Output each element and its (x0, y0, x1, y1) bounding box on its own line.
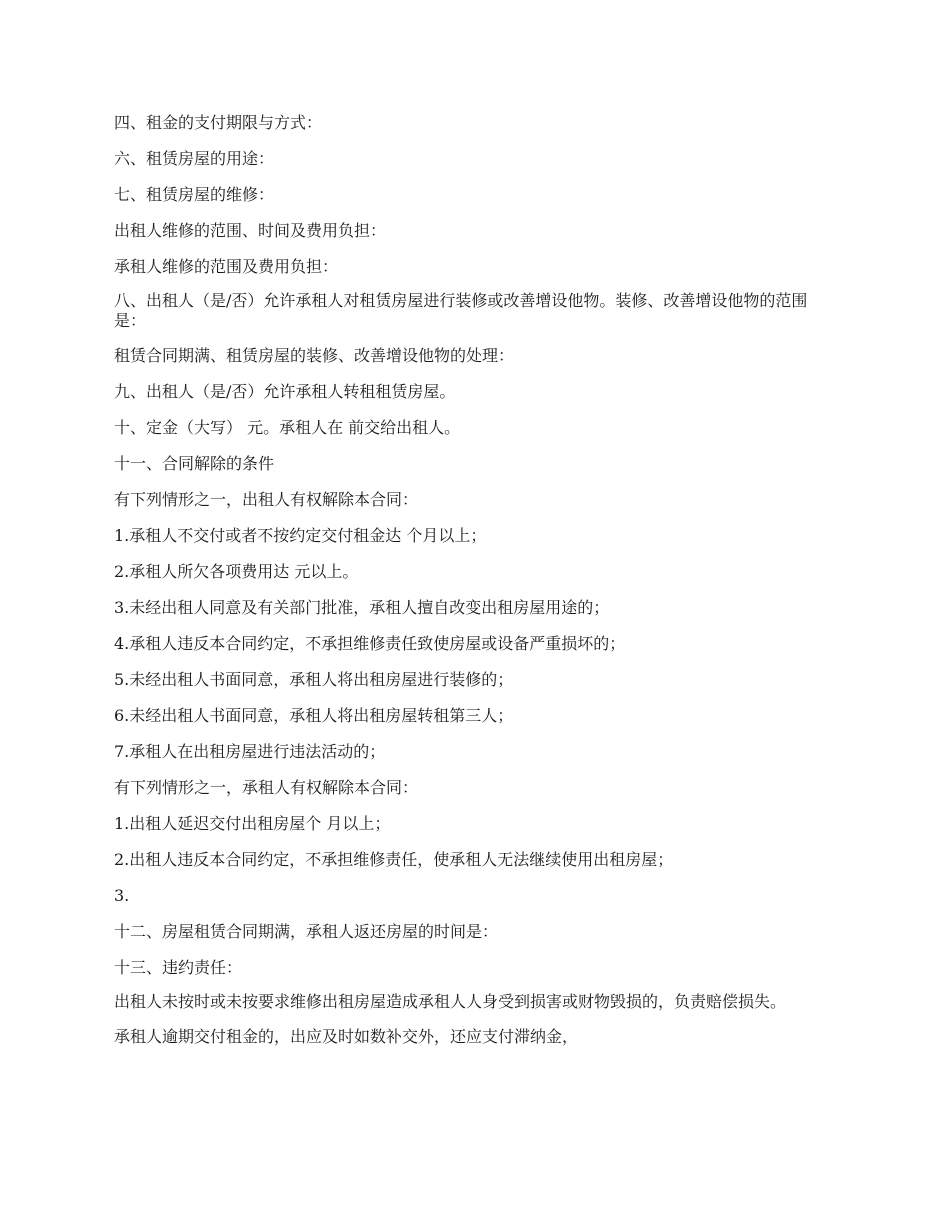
list-item: 3.未经出租人同意及有关部门批准，承租人擅自改变出租房屋用途的； (114, 598, 610, 617)
paragraph-liability-heading: 十三、违约责任： (114, 958, 243, 977)
list-item: 1.出租人延迟交付出租房屋个 月以上； (114, 814, 391, 833)
list-item: 5.未经出租人书面同意，承租人将出租房屋进行装修的； (114, 670, 514, 689)
paragraph-expiry-renovation: 租赁合同期满、租赁房屋的装修、改善增设他物的处理： (114, 346, 515, 365)
paragraph-maintenance: 七、租赁房屋的维修： (114, 185, 275, 204)
list-item: 7.承租人在出租房屋进行违法活动的； (114, 742, 386, 761)
list-item: 2.出租人违反本合同约定，不承担维修责任，使承租人无法继续使用出租房屋； (114, 850, 674, 869)
list-item: 1.承租人不交付或者不按约定交付租金达 个月以上； (114, 526, 487, 545)
list-item: 2.承租人所欠各项费用达 元以上。 (114, 562, 359, 581)
paragraph-lessor-liability: 出租人未按时或未按要求维修出租房屋造成承租人人身受到损害或财物毁损的，负责赔偿损失。 (114, 992, 787, 1011)
paragraph-usage: 六、租赁房屋的用途： (114, 149, 275, 168)
paragraph-lessor-maintenance: 出租人维修的范围、时间及费用负担： (114, 221, 387, 240)
paragraph-lessee-termination: 有下列情形之一，承租人有权解除本合同： (114, 778, 419, 797)
paragraph-lessee-maintenance: 承租人维修的范围及费用负担： (114, 257, 339, 276)
paragraph-late-payment: 承租人逾期交付租金的，出应及时如数补交外，还应支付滞纳金， (114, 1027, 579, 1046)
list-item: 4.承租人违反本合同约定，不承担维修责任致使房屋或设备严重损坏的； (114, 634, 626, 653)
paragraph-deposit: 十、定金（大写） 元。承租人在 前交给出租人。 (114, 418, 461, 437)
document-body (114, 111, 834, 1061)
paragraph-renovation: 八、出租人（是/否）允许承租人对租赁房屋进行装修或改善增设他物。装修、改善增设他物的范围是： (114, 291, 808, 330)
paragraph-sublease: 九、出租人（是/否）允许承租人转租租赁房屋。 (114, 382, 456, 401)
paragraph-payment-terms: 四、租金的支付期限与方式： (114, 113, 323, 132)
list-item: 3. (114, 886, 130, 905)
paragraph-return-time: 十二、房屋租赁合同期满，承租人返还房屋的时间是： (114, 922, 499, 941)
list-item: 6.未经出租人书面同意，承租人将出租房屋转租第三人； (114, 706, 514, 725)
paragraph-lessor-termination: 有下列情形之一，出租人有权解除本合同： (114, 490, 419, 509)
paragraph-termination-heading: 十一、合同解除的条件 (114, 454, 275, 473)
